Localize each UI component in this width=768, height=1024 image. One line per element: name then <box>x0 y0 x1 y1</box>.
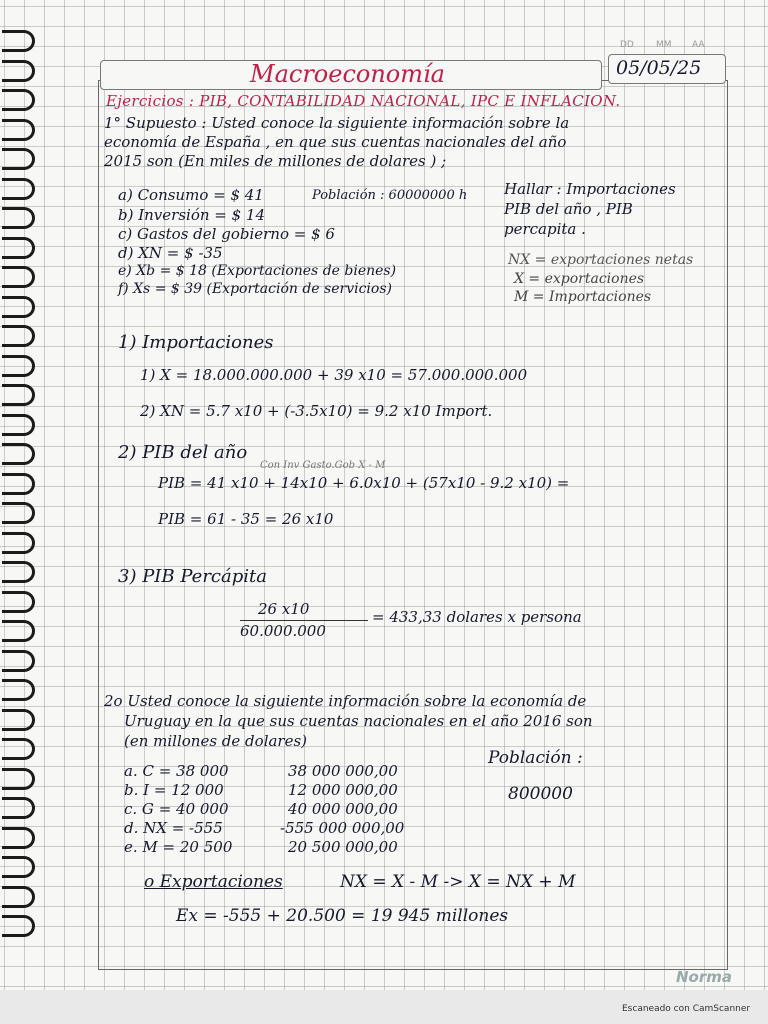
spiral-ring <box>2 502 35 524</box>
ex1-item-d: d) XN = $ -35 <box>118 244 223 262</box>
ex1-find-line-1: Hallar : Importaciones <box>504 180 676 198</box>
scanner-footer: Escaneado con CamScanner <box>622 1004 751 1014</box>
section-1-title: 1) Importaciones <box>118 332 274 353</box>
legend-x: X = exportaciones <box>514 271 645 287</box>
section-2-line-2: PIB = 61 - 35 = 26 x10 <box>158 510 334 528</box>
spiral-ring <box>2 325 35 347</box>
ex2-row-b-value: 12 000 000,00 <box>288 781 398 799</box>
year-label: AA <box>692 40 705 50</box>
spiral-ring <box>2 532 35 554</box>
spiral-ring <box>2 768 35 790</box>
spiral-ring <box>2 296 35 318</box>
brand-logo: Norma <box>676 968 733 986</box>
spiral-ring <box>2 89 35 111</box>
spiral-ring <box>2 355 35 377</box>
ex2-row-e-value: 20 500 000,00 <box>288 838 398 856</box>
ex2-row-e-label: e. M = 20 500 <box>124 838 233 856</box>
ex1-intro-line-3: 2015 son (En miles de millones de dolares ) ; <box>104 152 447 170</box>
exports-calculation: Ex = -555 + 20.500 = 19 945 millones <box>176 906 509 926</box>
spiral-ring <box>2 178 35 200</box>
spiral-ring <box>2 738 35 760</box>
section-2-line-1: PIB = 41 x10 + 14x10 + 6.0x10 + (57x10 - 9.2 x10) = <box>158 474 570 492</box>
fraction-bar <box>240 620 368 621</box>
section-2-labels: Con Inv Gasto.Gob X - M <box>260 460 386 471</box>
month-label: MM <box>656 40 672 50</box>
spiral-ring <box>2 620 35 642</box>
spiral-ring <box>2 561 35 583</box>
ex2-row-d-value: -555 000 000,00 <box>280 819 405 837</box>
spiral-ring <box>2 119 35 141</box>
spiral-ring <box>2 207 35 229</box>
spiral-ring <box>2 30 35 52</box>
spiral-ring <box>2 679 35 701</box>
day-label: DD <box>620 40 634 50</box>
ex1-find-line-2: PIB del año , PIB <box>504 200 633 218</box>
page-date: 05/05/25 <box>616 57 702 79</box>
ex1-item-e: e) Xb = $ 18 (Exportaciones de bienes) <box>118 263 397 279</box>
section-3-numerator: 26 x10 <box>258 600 310 618</box>
ex2-row-a-value: 38 000 000,00 <box>288 762 398 780</box>
spiral-ring <box>2 266 35 288</box>
spiral-ring <box>2 827 35 849</box>
legend-nx: NX = exportaciones netas <box>508 252 694 268</box>
spiral-ring <box>2 856 35 878</box>
spiral-ring <box>2 473 35 495</box>
ex2-row-b-label: b. I = 12 000 <box>124 781 224 799</box>
section-2-title: 2) PIB del año <box>118 442 248 463</box>
exports-formula: NX = X - M -> X = NX + M <box>340 872 576 892</box>
ex1-find-line-3: percapita . <box>504 220 586 238</box>
ex1-item-c: c) Gastos del gobierno = $ 6 <box>118 225 335 243</box>
spiral-ring <box>2 384 35 406</box>
ex2-intro-line-3: (en millones de dolares) <box>124 732 308 750</box>
ex2-row-d-label: d. NX = -555 <box>124 819 223 837</box>
ex2-row-c-value: 40 000 000,00 <box>288 800 398 818</box>
ex2-population-value: 800000 <box>508 784 573 804</box>
ex2-population-label: Población : <box>488 748 583 768</box>
spiral-ring <box>2 886 35 908</box>
ex1-intro-line-2: economía de España , en que sus cuentas nacionales del año <box>104 133 567 151</box>
section-1-line-2: 2) XN = 5.7 x10 + (-3.5x10) = 9.2 x10 Import. <box>140 402 493 420</box>
spiral-ring <box>2 915 35 937</box>
spiral-ring <box>2 797 35 819</box>
spiral-ring <box>2 414 35 436</box>
ex1-intro-line-1: 1° Supuesto : Usted conoce la siguiente información sobre la <box>104 114 570 132</box>
exports-label: o Exportaciones <box>144 872 283 892</box>
ex2-row-a-label: a. C = 38 000 <box>124 762 229 780</box>
spiral-ring <box>2 443 35 465</box>
ex1-item-f: f) Xs = $ 39 (Exportación de servicios) <box>118 281 392 297</box>
ex2-row-c-label: c. G = 40 000 <box>124 800 229 818</box>
ex1-item-b: b) Inversión = $ 14 <box>118 206 266 224</box>
spiral-binding <box>0 30 40 950</box>
ex2-intro-line-1: 2o Usted conoce la siguiente información sobre la economía de <box>104 692 587 710</box>
spiral-ring <box>2 237 35 259</box>
spiral-ring <box>2 709 35 731</box>
legend-m: M = Importaciones <box>514 289 652 305</box>
exercise-subject: Ejercicios : PIB, CONTABILIDAD NACIONAL, IPC E INFLACION. <box>106 92 621 110</box>
spiral-ring <box>2 60 35 82</box>
section-1-line-1: 1) X = 18.000.000.000 + 39 x10 = 57.000.000.000 <box>140 366 528 384</box>
section-3-result: = 433,33 dolares x persona <box>372 608 582 626</box>
ex1-item-a: a) Consumo = $ 41 <box>118 186 264 204</box>
spiral-ring <box>2 148 35 170</box>
ex1-population: Población : 60000000 h <box>312 188 468 203</box>
ex2-intro-line-2: Uruguay en la que sus cuentas nacionales en el año 2016 son <box>124 712 593 730</box>
spiral-ring <box>2 650 35 672</box>
section-3-title: 3) PIB Percápita <box>118 566 267 587</box>
spiral-ring <box>2 591 35 613</box>
section-3-denominator: 60.000.000 <box>240 622 326 640</box>
page-title: Macroeconomía <box>250 60 445 88</box>
